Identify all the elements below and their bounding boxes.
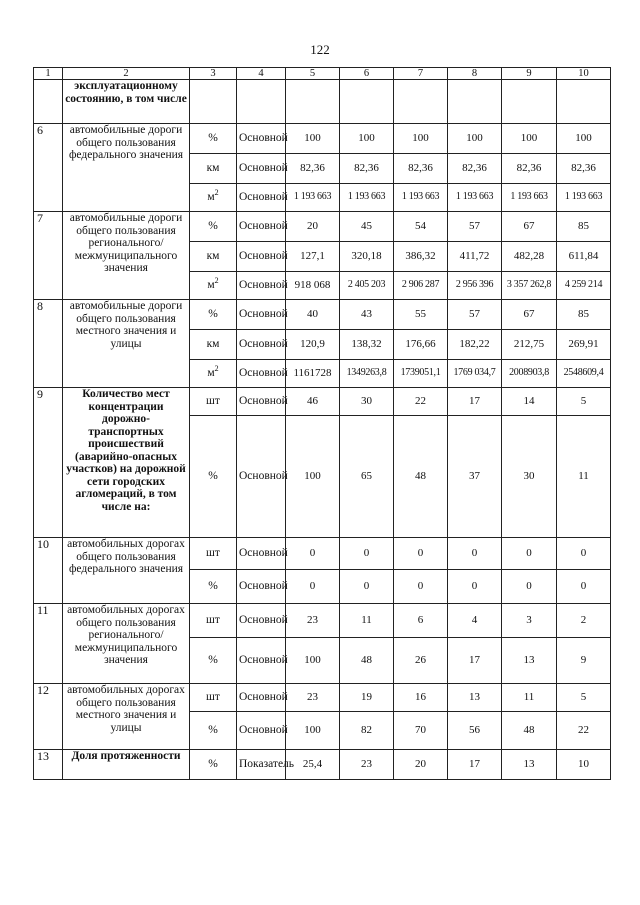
page-number: 122 (310, 42, 330, 57)
column-header: 4 (237, 68, 286, 80)
scenario-cell: Основной (237, 684, 286, 712)
value-cell: 30 (340, 388, 394, 416)
unit-cell (190, 604, 237, 638)
value-cell: 0 (340, 570, 394, 604)
unit-superscript: 2 (214, 276, 219, 286)
value-cell: 10 (557, 750, 611, 780)
unit-text: км (206, 250, 220, 263)
scenario-cell: Основной (237, 184, 286, 212)
value-cell: 176,66 (394, 330, 448, 360)
unit-text: км (206, 162, 220, 175)
value-cell: 1769 034,7 (448, 360, 502, 388)
unit-cell (190, 684, 237, 712)
unit-text: шт (206, 547, 220, 560)
table-row (34, 750, 611, 780)
value-cell: 16 (394, 684, 448, 712)
value-cell: 67 (502, 212, 557, 242)
indicator-description: автомобильных дорогах общего пользования федерального значения (63, 538, 190, 604)
value-cell: 269,91 (557, 330, 611, 360)
unit-cell (190, 538, 237, 570)
unit-superscript: 2 (214, 364, 219, 374)
unit-cell (190, 388, 237, 416)
value-cell: 1349263,8 (340, 360, 394, 388)
unit-cell (190, 184, 237, 212)
value-cell: 1739051,1 (394, 360, 448, 388)
value-cell: 127,1 (286, 242, 340, 272)
value-cell: 37 (448, 416, 502, 538)
value-cell: 0 (340, 538, 394, 570)
value-cell: 55 (394, 300, 448, 330)
value-cell: 100 (557, 124, 611, 154)
value-cell: 3 357 262,8 (502, 272, 557, 300)
unit-text: % (208, 654, 218, 667)
indicator-description: автомобильные дороги общего пользования федерального значения (63, 124, 190, 212)
value-cell: 22 (394, 388, 448, 416)
unit-text: % (208, 220, 218, 233)
value-cell: 411,72 (448, 242, 502, 272)
value-cell: 13 (502, 638, 557, 684)
value-cell: 320,18 (340, 242, 394, 272)
value-cell: 20 (394, 750, 448, 780)
unit-cell (190, 638, 237, 684)
indicator-description: автомобильные дороги общего пользования местного значения и улицы (63, 300, 190, 388)
row-number: 12 (34, 684, 63, 750)
unit-cell (190, 242, 237, 272)
value-cell: 1161728 (286, 360, 340, 388)
row-number: 13 (34, 750, 63, 780)
scenario-cell: Основной (237, 416, 286, 538)
scenario-cell: Основной (237, 212, 286, 242)
value-cell: 6 (394, 604, 448, 638)
value-cell: 85 (557, 212, 611, 242)
value-cell: 386,32 (394, 242, 448, 272)
value-cell: 2 (557, 604, 611, 638)
unit-cell (190, 300, 237, 330)
unit-text: % (208, 132, 218, 145)
value-cell: 82,36 (340, 154, 394, 184)
value-cell: 23 (340, 750, 394, 780)
indicator-description: автомобильных дорогах общего пользования регионального/ межмуниципального значения (63, 604, 190, 684)
value-cell: 0 (394, 570, 448, 604)
value-cell: 0 (286, 570, 340, 604)
unit-text: м (207, 367, 215, 380)
unit-text: % (208, 724, 218, 737)
row-number: 8 (34, 300, 63, 388)
value-cell: 22 (557, 712, 611, 750)
scenario-cell: Основной (237, 300, 286, 330)
scenario-cell: Основной (237, 124, 286, 154)
indicator-description: автомобильных дорогах общего пользования местного значения и улицы (63, 684, 190, 750)
value-cell: 100 (286, 712, 340, 750)
value-cell: 48 (340, 638, 394, 684)
value-cell: 30 (502, 416, 557, 538)
value-cell: 482,28 (502, 242, 557, 272)
indicator-description: автомобильные дороги общего пользования регионального/ межмуниципального значения (63, 212, 190, 300)
value-cell: 43 (340, 300, 394, 330)
value-cell: 0 (557, 538, 611, 570)
value-cell: 182,22 (448, 330, 502, 360)
column-header: 8 (448, 68, 502, 80)
value-cell: 82,36 (394, 154, 448, 184)
value-cell: 100 (286, 124, 340, 154)
value-cell: 1 193 663 (394, 184, 448, 212)
unit-text: % (208, 758, 218, 771)
indicators-table (33, 67, 611, 780)
value-cell: 46 (286, 388, 340, 416)
row-number: 9 (34, 388, 63, 538)
value-cell: 5 (557, 388, 611, 416)
value-cell: 48 (502, 712, 557, 750)
value-cell: 100 (394, 124, 448, 154)
value-cell: 17 (448, 750, 502, 780)
scenario-cell: Основной (237, 538, 286, 570)
unit-text: % (208, 580, 218, 593)
value-cell: 4 (448, 604, 502, 638)
unit-text: м (207, 279, 215, 292)
unit-cell (190, 154, 237, 184)
value-cell: 9 (557, 638, 611, 684)
value-cell: 0 (448, 570, 502, 604)
value-cell: 1 193 663 (502, 184, 557, 212)
unit-text: % (208, 308, 218, 321)
column-header: 5 (286, 68, 340, 80)
value-cell: 82,36 (502, 154, 557, 184)
value-cell: 82,36 (448, 154, 502, 184)
value-cell: 611,84 (557, 242, 611, 272)
value-cell: 82,36 (286, 154, 340, 184)
unit-cell (190, 360, 237, 388)
unit-cell (190, 712, 237, 750)
scenario-cell: Основной (237, 604, 286, 638)
scenario-cell: Основной (237, 388, 286, 416)
scenario-cell: Основной (237, 570, 286, 604)
value-cell: 1 193 663 (286, 184, 340, 212)
value-cell: 20 (286, 212, 340, 242)
continued-row (34, 80, 611, 124)
value-cell: 56 (448, 712, 502, 750)
value-cell: 0 (448, 538, 502, 570)
value-cell: 23 (286, 684, 340, 712)
value-cell: 918 068 (286, 272, 340, 300)
value-cell: 45 (340, 212, 394, 242)
value-cell: 3 (502, 604, 557, 638)
value-cell: 0 (502, 570, 557, 604)
value-cell: 0 (286, 538, 340, 570)
value-cell: 100 (502, 124, 557, 154)
scenario-cell: Основной (237, 360, 286, 388)
value-cell: 23 (286, 604, 340, 638)
value-cell: 2008903,8 (502, 360, 557, 388)
value-cell: 120,9 (286, 330, 340, 360)
value-cell: 57 (448, 212, 502, 242)
column-header: 2 (63, 68, 190, 80)
value-cell: 0 (502, 538, 557, 570)
value-cell: 48 (394, 416, 448, 538)
row-number-cell (34, 80, 63, 124)
value-cell: 57 (448, 300, 502, 330)
value-cell: 5 (557, 684, 611, 712)
unit-text: % (208, 470, 218, 483)
table-row (34, 300, 611, 330)
table-row (34, 604, 611, 638)
value-cell: 100 (286, 638, 340, 684)
value-cell: 54 (394, 212, 448, 242)
value-cell: 138,32 (340, 330, 394, 360)
value-cell: 65 (340, 416, 394, 538)
scenario-cell: Основной (237, 242, 286, 272)
value-cell: 82,36 (557, 154, 611, 184)
value-cell: 100 (286, 416, 340, 538)
row-number: 6 (34, 124, 63, 212)
value-cell: 0 (557, 570, 611, 604)
value-cell: 40 (286, 300, 340, 330)
unit-cell (190, 212, 237, 242)
value-cell: 212,75 (502, 330, 557, 360)
value-cell: 85 (557, 300, 611, 330)
column-header: 10 (557, 68, 611, 80)
unit-cell (190, 272, 237, 300)
value-cell: 2548609,4 (557, 360, 611, 388)
scenario-cell: Основной (237, 154, 286, 184)
unit-cell (190, 570, 237, 604)
unit-cell (190, 416, 237, 538)
scenario-cell: Показатель (237, 750, 286, 780)
scenario-cell: Основной (237, 712, 286, 750)
value-cell: 11 (557, 416, 611, 538)
value-cell: 70 (394, 712, 448, 750)
value-cell: 2 906 287 (394, 272, 448, 300)
value-cell: 13 (502, 750, 557, 780)
value-cell: 1 193 663 (448, 184, 502, 212)
table-row (34, 212, 611, 242)
unit-cell (190, 330, 237, 360)
column-header: 3 (190, 68, 237, 80)
value-cell: 17 (448, 388, 502, 416)
unit-text: шт (206, 691, 220, 704)
scenario-cell: Основной (237, 272, 286, 300)
indicator-description: Количество мест концентрации дорожно-транспортных происшествий (аварийно-опасных участков) на дорожной сети городских агломераций, в том числе на: (63, 388, 190, 538)
table-row (34, 538, 611, 570)
column-header: 9 (502, 68, 557, 80)
unit-text: км (206, 338, 220, 351)
row-number: 10 (34, 538, 63, 604)
value-cell: 0 (394, 538, 448, 570)
value-cell: 25,4 (286, 750, 340, 780)
column-header: 6 (340, 68, 394, 80)
value-cell: 14 (502, 388, 557, 416)
header-row (34, 68, 611, 80)
unit-cell (190, 124, 237, 154)
value-cell: 4 259 214 (557, 272, 611, 300)
value-cell: 19 (340, 684, 394, 712)
value-cell: 17 (448, 638, 502, 684)
unit-superscript: 2 (214, 188, 219, 198)
value-cell: 2 405 203 (340, 272, 394, 300)
unit-text: м (207, 191, 215, 204)
value-cell: 11 (502, 684, 557, 712)
value-cell: 100 (448, 124, 502, 154)
value-cell: 100 (340, 124, 394, 154)
table-row (34, 388, 611, 416)
table-row (34, 684, 611, 712)
value-cell: 26 (394, 638, 448, 684)
scenario-cell: Основной (237, 638, 286, 684)
unit-text: шт (206, 395, 220, 408)
column-header: 1 (34, 68, 63, 80)
value-cell: 11 (340, 604, 394, 638)
value-cell: 82 (340, 712, 394, 750)
value-cell: 1 193 663 (340, 184, 394, 212)
value-cell: 1 193 663 (557, 184, 611, 212)
table-row (34, 124, 611, 154)
value-cell: 13 (448, 684, 502, 712)
unit-cell (190, 750, 237, 780)
column-header: 7 (394, 68, 448, 80)
continued-description: эксплуатационному состоянию, в том числе (63, 80, 190, 124)
value-cell: 67 (502, 300, 557, 330)
value-cell: 2 956 396 (448, 272, 502, 300)
row-number: 7 (34, 212, 63, 300)
scenario-cell: Основной (237, 330, 286, 360)
row-number: 11 (34, 604, 63, 684)
unit-text: шт (206, 614, 220, 627)
indicator-description: Доля протяженности (63, 750, 190, 780)
